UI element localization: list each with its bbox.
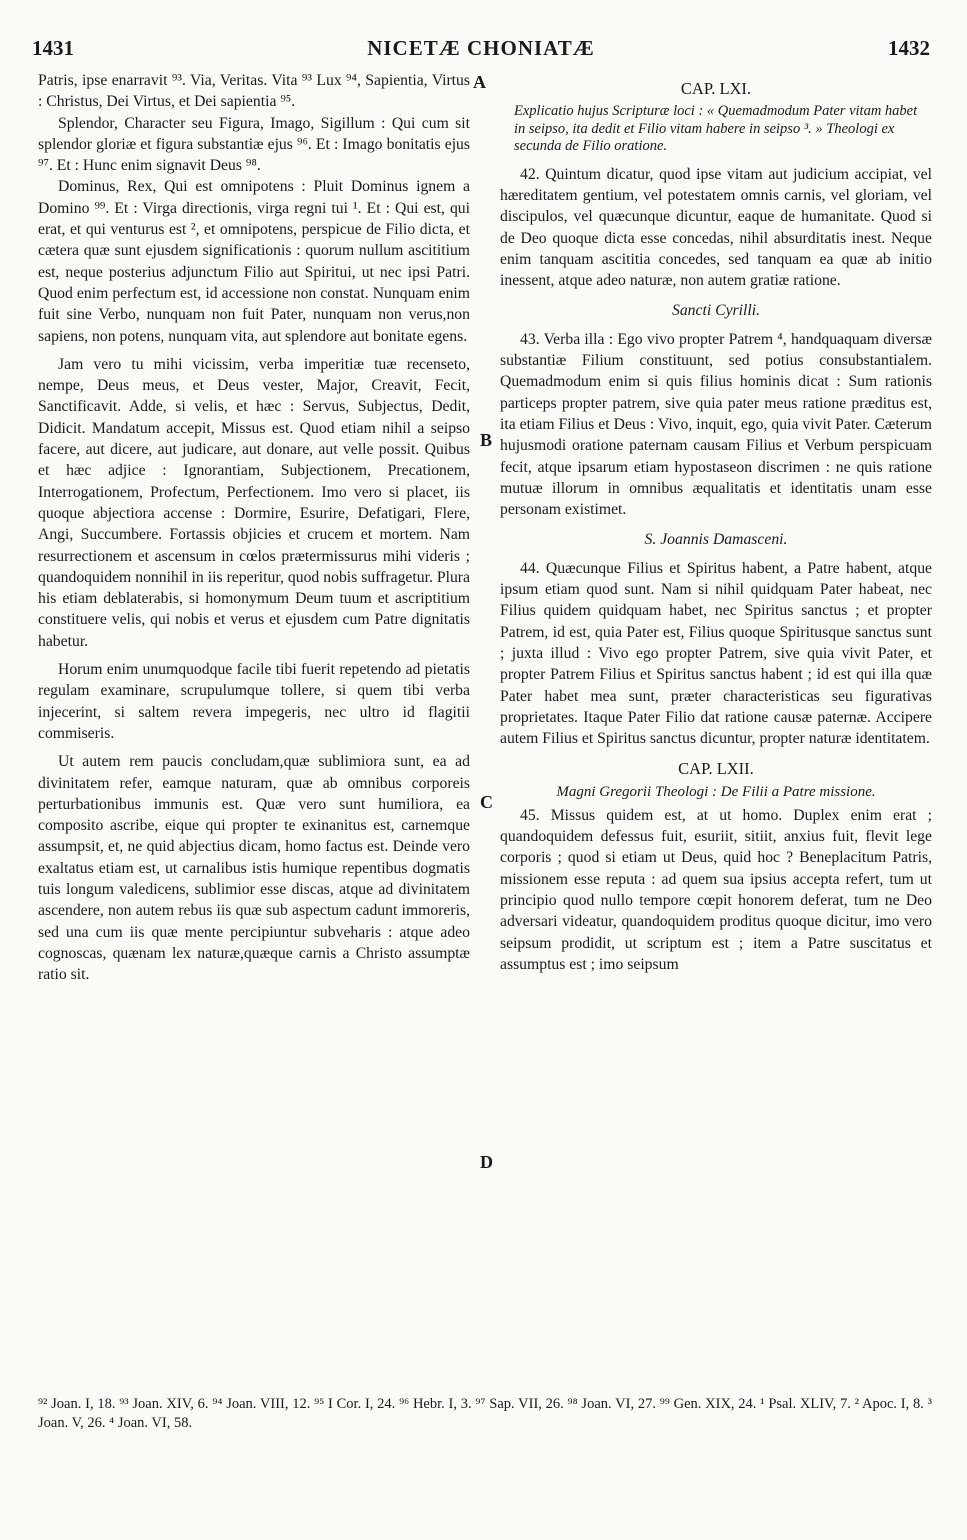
left-column bbox=[38, 70, 470, 985]
margin-letter-d: D bbox=[480, 1152, 493, 1172]
margin-letter-c: C bbox=[480, 792, 493, 812]
paragraph: Splendor, Character seu Figura, Imago, Sigillum : Qui cum sit splendor gloriæ et figura substantiæ ejus ⁹⁶. Et : Imago bonitatis ejus ⁹⁷. Et : Hunc enim signavit Deus ⁹⁸. bbox=[38, 114, 470, 175]
page-number-right: 1432 bbox=[888, 36, 930, 60]
paragraph-45: 45. Missus quidem est, at ut homo. Duplex enim erat ; quandoquidem defessus fuit, esuriit, sitiit, anxius fuit, flevit lege corporis ; quod si etiam ut Deus, quid hoc ? Beneplacitum Patris, missionem esse reputa : ad quem sua ipsius accepta refert, tum ut principio quod nullo tempore cœpit honorem deferat, tum ne Deo adversari videatur, quandoquidem proditus quoque dicitur, imo vero seipsum prodidit, ut scriptum est ; item a Patre suscitatus et assumptus est ; imo seipsum bbox=[500, 806, 932, 973]
running-title: NICETÆ CHONIATÆ bbox=[367, 36, 595, 60]
paragraph: Horum enim unumquodque facile tibi fuerit repetendo ad pietatis regulam examinare, scrupulumque tollere, si quem tibi verba injecerint, si saltem revera impegeris, nec ultro id flagitii commiseris. bbox=[38, 661, 470, 742]
paragraph: Patris, ipse enarravit ⁹³. Via, Veritas. Vita ⁹³ Lux ⁹⁴, Sapientia, Virtus : Christus, Dei Virtus, et Dei sapientia ⁹⁵. bbox=[38, 72, 470, 111]
page-number-left: 1431 bbox=[32, 36, 74, 60]
author-heading-damascene: S. Joannis Damasceni. bbox=[644, 530, 788, 548]
paragraph-42: 42. Quintum dicatur, quod ipse vitam aut judicium accipiat, vel hæreditatem gentium, vel potestatem omnis carnis, vel gloriam, vel discipulos, vel quæcunque dicuntur, eaque de humanitate. Quod si de Deo quoque dicta esse concedas, nihil absurditatis inest. Neque enim tanquam ascititia concedes, sed tanquam ea quæ ab initio inessent, atque adeo naturæ, non autem gratiæ ratione. bbox=[500, 165, 932, 290]
chapter-subtitle-lxii: Magni Gregorii Theologi : De Filii a Patre missione. bbox=[556, 783, 876, 800]
margin-letter-a: A bbox=[473, 72, 486, 92]
margin-letter-b: B bbox=[480, 430, 493, 450]
chapter-heading-lxi: CAP. LXI. bbox=[680, 79, 752, 98]
paragraph: Ut autem rem paucis concludam,quæ sublimiora sunt, ea ad divinitatem refer, eamque naturam, quæ ab omnibus corporeis perturbationibus immunis est. Quæ vero sunt humiliora, ea composito ascribe, eique qui propter te exinanitus est, carnemque assumpsit, et, ne quid abjectius dicam, homo factus est. Deinde vero exaltatus etiam est, ut carnalibus istis humique repentibus dogmatis tuis longum valedicens, sublimior esse discas, atque ad divinitatem ascendere, non autem rebus iis quæ sub aspectum cadunt immoreris, sed una cum iis quæ mente percipiuntur subveharis : atque adeo cognoscas, quænam lex naturæ,quæque carnis a Christo assumptæ ratio sit. bbox=[38, 753, 470, 984]
chapter-heading-lxii: CAP. LXII. bbox=[678, 758, 754, 778]
paragraph-44: 44. Quæcunque Filius et Spiritus habent, a Patre habent, atque ipsum etiam quod sunt. Nam si nihil quidquam Pater habeat, nec Filius quidem quidquam habet, nec Spiritus sanctus ; et propter Patrem, id est, quia Pater est, Filius quoque Spiritusque sanctus sunt ; juxta illud : Vivo ego propter Patrem, sive quia vivit Pater, et propter Patrem Filius et Spiritus sanctus habent ; id est qui illa quæ Pater habet mea sunt, præter characteristicas seu figurativas proprietates. Itaque Pater Filio dat ratione causæ paternæ. Accipere autem Filius et Spiritus sanctus dicuntur, propter naturæ identitatem. bbox=[500, 559, 932, 748]
chapter-subtitle-lxi: Explicatio hujus Scripturæ loci : « Quemadmodum Pater vitam habet in seipso, ita dedit et Filio vitam habere in seipso ³. » Theologi ex secunda de Filio oratione. bbox=[514, 103, 918, 155]
paragraph-43: 43. Verba illa : Ego vivo propter Patrem ⁴, handquaquam diversæ substantiæ Filium constituunt, sed potius consubstantialem. Quemadmodum enim si quis filius hominis dicat : Sum rationis particeps propter patrem, sive quia pater meus ratione præditus est, ita etiam Filius et Deus : Vivo, inquit, ego, quia vivit Pater. Cæterum hujusmodi oratione paternam causam Filius et Verbum perspicuam fecit, atque ipsarum etiam hypostaseon discrimen : ne quis ratione mutuæ illorum in omnibus æqualitatis et identitatis unam esse personam existimet. bbox=[500, 330, 932, 519]
paragraph: Dominus, Rex, Qui est omnipotens : Pluit Dominus ignem a Domino ⁹⁹. Et : Virga directionis, virga regni tui ¹. Et : Qui est, qui erat, et qui venturus est ², et omnipotens, perspicue de Filio dicta, et cætera quæ sunt ejusdem significationis : quorum nullum ascititium est, neque posterius adjunctum Filio aut Spiritui, ut nec ipsi Patri. Quod enim perfectum est, id accessione non constat. Nunquam enim fuit sine Verbo, nunquam non fuit Pater, nunquam non verus,non sapiens, non potens, nunquam vita, aut splendore aut bonitate egens. bbox=[38, 178, 470, 345]
footnotes: ⁹² Joan. I, 18. ⁹³ Joan. XIV, 6. ⁹⁴ Joan. VIII, 12. ⁹⁵ I Cor. I, 24. ⁹⁶ Hebr. I, 3. ⁹⁷ Sap. VII, 26. ⁹⁸ Joan. VI, 27. ⁹⁹ Gen. XIX, 24. ¹ Psal. XLIV, 7. ² Apoc. I, 8. ³ Joan. V, 26. ⁴ Joan. VI, 58. bbox=[38, 1396, 932, 1431]
page-header bbox=[32, 36, 930, 64]
paragraph: Jam vero tu mihi vicissim, verba imperitiæ tuæ recenseto, nempe, Deus meus, et Deus vester, Major, Creavit, Fecit, Sanctificavit. Adde, si velis, et hæc : Servus, Subjectus, Dedit, Didicit. Mandatum accepit, Missus est. Quod etiam nihil a seipso facere, aut dicere, aut judicare, aut donare, aut velle possit. Quibus et hæc adjice : Ignorantiam, Subjectionem, Precationem, Interrogationem, Profectum, Perfectionem. Imo vero si placet, iis quoque abjectiora accense : Dormire, Esurire, Defatigari, Flere, Angi, Succumbere. Fortassis objicies et crucem et mortem. Nam resurrectionem et ascensum in cœlos prætermissurus mihi videris ; quandoquidem nonnihil in iis reperitur, quod nobis suffragetur. Plura his etiam deblaterabis, si homonymum Deum tuum et ascriptitium constituere velis, qui nobis et verus et ejusdem cum Patre dignitatis habetur. bbox=[38, 355, 470, 650]
author-heading-cyril: Sancti Cyrilli. bbox=[671, 301, 761, 319]
right-column bbox=[500, 70, 932, 975]
